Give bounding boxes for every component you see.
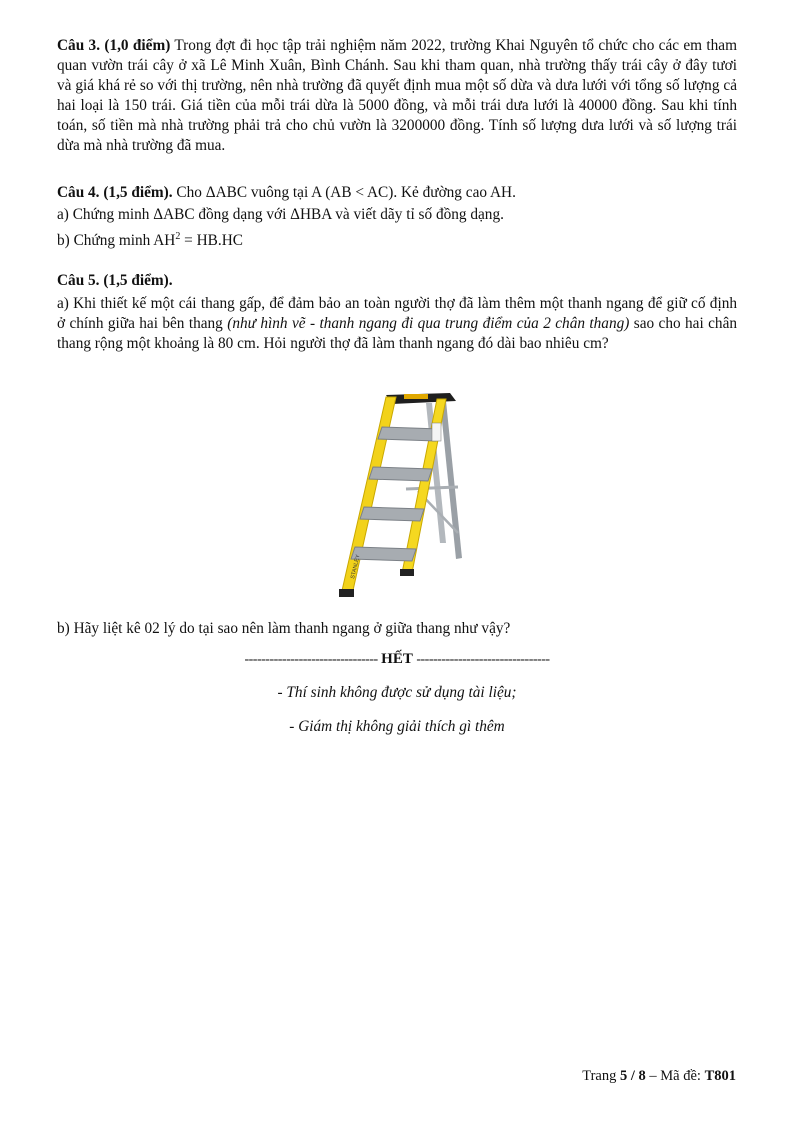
ladder-warning-label	[432, 423, 441, 441]
question-5-label: Câu 5. (1,5 điểm).	[57, 272, 173, 290]
question-4-label: Câu 4. (1,5 điểm).	[57, 184, 173, 201]
note-no-materials: - Thí sinh không được sử dụng tài liệu;	[277, 684, 517, 701]
question-3	[57, 36, 737, 156]
question-3-text: Trong đợt đi học tập trải nghiệm năm 2022, trường Khai Nguyên tổ chức cho các em tham quan vườn trái cây ở xã Lê Minh Xuân, Bình Chánh. Sau khi tham quan, nhà trường thấy trái cây ở đây tươi và giá khá rẻ so với thị trường, nên nhà trường đã quyết định mua một số dừa và dưa lưới với tổng số lượng cả hai loại là 150 trái. Giá tiền của mỗi trái dừa là 5000 đồng, và mỗi trái dưa lưới là 40000 đồng. Sau khi tính toán, số tiền mà nhà trường phải trả cho chủ vườn là 3200000 đồng. Tính số lượng dưa lưới và số lượng trái dừa mà nhà trường đã mua.	[57, 37, 737, 154]
question-4	[57, 182, 737, 252]
exam-body	[57, 36, 737, 354]
question-4a: a) Chứng minh ΔABC đồng dạng với ΔHBA và viết dãy tỉ số đồng dạng.	[57, 206, 504, 223]
question-5a: a) Khi thiết kế một cái thang gấp, để đảm bảo an toàn người thợ đã làm thêm một thanh ngang để giữ cố định ở chính giữa hai bên thang (như hình vẽ - thanh ngang đi qua trung điểm của 2 chân thang) sao cho hai chân thang rộng một khoảng là 80 cm. Hỏi người thợ đã làm thanh ngang đó dài bao nhiêu cm?	[57, 295, 738, 353]
ladder-foot	[339, 589, 354, 597]
question-4-text: Cho ΔABC vuông tại A (AB < AC). Kẻ đường cao AH.	[176, 184, 516, 201]
ladder-illustration	[322, 383, 472, 601]
ladder-brand-text: STANLEY	[350, 554, 362, 580]
ladder-step	[378, 427, 440, 441]
end-word: HẾT	[381, 651, 413, 667]
page-number: 5 / 8	[620, 1068, 646, 1084]
ladder-foot	[400, 569, 414, 576]
question-5	[57, 270, 737, 354]
ladder-step	[369, 467, 432, 481]
ladder-step	[360, 507, 424, 521]
ladder-step	[351, 547, 416, 561]
question-4b: b) Chứng minh $AH^2 = HB.HC$	[57, 231, 243, 250]
question-5b: b) Hãy liệt kê 02 lý do tại sao nên làm thanh ngang ở giữa thang như vậy?	[57, 620, 511, 637]
question-3-label: Câu 3. (1,0 điểm)	[57, 37, 171, 54]
end-marker: -------------------------------- HẾT --------------------------------	[244, 651, 550, 667]
ladder-brace	[406, 487, 458, 489]
page-footer: Trang 5 / 8 – Mã đề: T801	[582, 1068, 736, 1084]
note-no-explanation: - Giám thị không giải thích gì thêm	[289, 718, 505, 735]
ladder-image	[322, 383, 472, 601]
exam-code: T801	[704, 1068, 736, 1084]
